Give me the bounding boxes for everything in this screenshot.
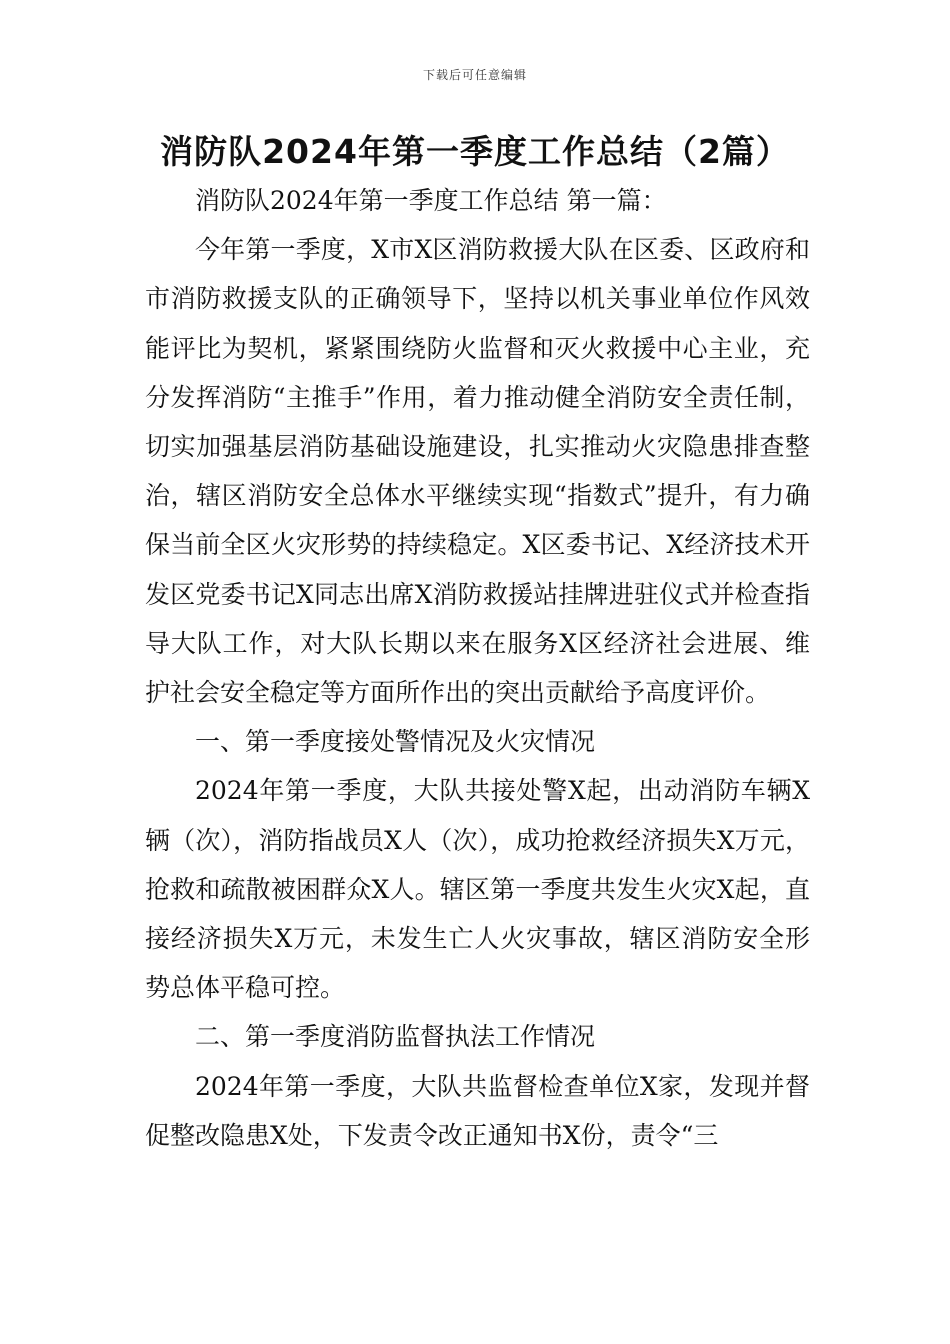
section-heading-1: 一、第一季度接处警情况及火灾情况: [195, 727, 596, 757]
header-note: 下载后可任意编辑: [422, 68, 527, 82]
section-heading-2: 二、第一季度消防监督执法工作情况: [195, 1022, 596, 1052]
section-2-paragraph: 2024年第一季度，大队共监督检查单位X家，发现并督促整改隐患X处，下发责令改正通知书X份，责令“三: [145, 1071, 810, 1150]
section-1-paragraph: 2024年第一季度，大队共接处警X起，出动消防车辆X辆（次），消防指战员X人（次），成功抢救经济损失X万元，抢救和疏散被困群众X人。辖区第一季度共发生火灾X起，直接经济损失X万元，未发生亡人火灾事故，辖区消防安全形势总体平稳可控。: [145, 776, 810, 1003]
document-body: [145, 176, 810, 1160]
intro-paragraph: 今年第一季度，X市X区消防救援大队在区委、区政府和市消防救援支队的正确领导下，坚持以机关事业单位作风效能评比为契机，紧紧围绕防火监督和灭火救援中心主业，充分发挥消防“主推手”作用，着力推动健全消防安全责任制，切实加强基层消防基础设施建设，扎实推动火灾隐患排查整治，辖区消防安全总体水平继续实现“指数式”提升，有力确保当前全区火灾形势的持续稳定。X区委书记、X经济技术开发区党委书记X同志出席X消防救援站挂牌进驻仪式并检查指导大队工作，对大队长期以来在服务X区经济社会进展、维护社会安全稳定等方面所作出的突出贡献给予高度评价。: [145, 235, 810, 708]
document-title: 消防队2024年第一季度工作总结（2篇）: [160, 132, 790, 171]
section-subtitle: 消防队2024年第一季度工作总结 第一篇：: [195, 186, 667, 215]
